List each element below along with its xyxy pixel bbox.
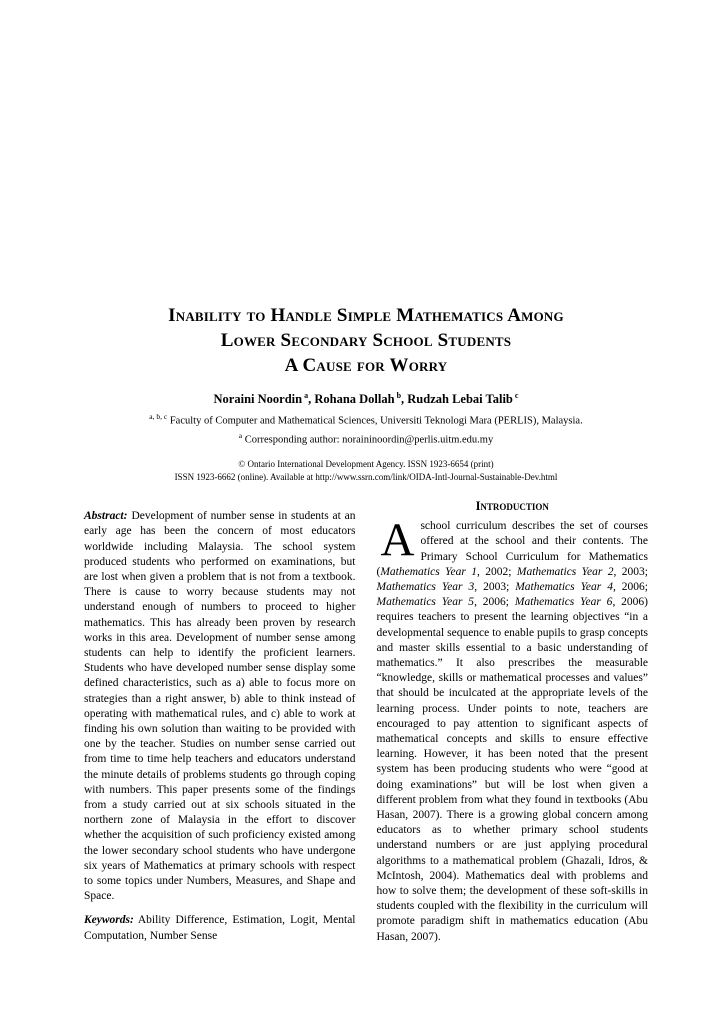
author-1-superscript: a bbox=[304, 391, 309, 400]
paper-title bbox=[84, 303, 648, 378]
introduction-paragraph bbox=[376, 514, 649, 945]
right-column bbox=[377, 499, 649, 945]
author-1: Noraini Noordin bbox=[213, 392, 303, 407]
keywords-paragraph bbox=[84, 913, 356, 943]
author-3: Rudzah Lebai Talib bbox=[407, 392, 513, 407]
corresponding-text: Corresponding author: noraininoordin@perlis.uitm.edu.my bbox=[242, 434, 494, 446]
imprint-line-1: © Ontario International Development Agency. ISSN 1923-6654 (print) bbox=[238, 459, 494, 470]
introduction-heading: Introduction bbox=[475, 499, 549, 514]
author-separator: , bbox=[308, 392, 315, 407]
author-separator: , bbox=[401, 392, 408, 407]
imprint-block bbox=[84, 458, 648, 483]
affiliation-superscript: a, b, c bbox=[149, 412, 168, 422]
corresponding-author-line bbox=[84, 429, 648, 448]
corresponding-superscript: a bbox=[238, 431, 243, 441]
authors-line bbox=[84, 388, 648, 407]
keywords-label: Keywords: bbox=[84, 914, 134, 927]
affiliation-text: Faculty of Computer and Mathematical Sciences, Universiti Teknologi Mara (PERLIS), Malaysia. bbox=[167, 415, 583, 427]
two-column-body bbox=[84, 499, 648, 945]
title-line-2: Lower Secondary School Students bbox=[220, 330, 512, 351]
abstract-text: Development of number sense in students at an early age has been the concern of most educators worldwide including Malaysia. The school system produced students who performed on examinations, but are lost when given a problem that is not from a textbook. There is cause to worry because students may not understand enough of numbers to proceed to higher mathematics. This has already been proven by research works in this area. Development of number sense among students can help to identify the proficient learners. Students who have developed number sense display some defined characteristics, such as a) able to focus more on strategies than a right answer, b) able to think instead of operating with mathematical rules, and c) able to work at finding his own solution than waiting to be provided with one by the teacher. Studies on number sense carried out from time to time help teachers and educators understand the minute details of problems students go through coping with numbers. This paper presents some of the findings from a study carried out at six schools situated in the northern zone of Malaysia in the effort to discover whether the acquisition of such proficiency existed among the lower secondary school students who have undergone six years of Mathematics at primary schools with respect to some topics under Numbers, Measures, and Shape and Space. bbox=[84, 510, 356, 903]
title-line-3: A Cause for Worry bbox=[284, 355, 448, 376]
title-line-1: Inability to Handle Simple Mathematics Among bbox=[168, 305, 564, 326]
affiliation-block bbox=[84, 410, 648, 448]
introduction-text: school curriculum describes the set of courses offered at the school and their contents. The Primary School Curriculum for Mathematics (Mathematics Year 1, 2002; Mathematics Year 2, 2003; Mathematics Year 3, 2003; Mathematics Year 4, 2006; Mathematics Year 5, 2006; Mathematics Year 6, 2006) requires teachers to present the learning objectives “in a developmental sequence to enable pupils to grasp concepts and master skills essential to a basic understanding of mathematics.” It also prescribes the measurable “knowledge, skills or mathematical processes and values” that should be inculcated at the appropriate levels of the learning process. Under points to note, teachers are encouraged to pay attention to significant aspects of mathematical concepts and skills to ensure effective learning. However, it has been noted that the present system has been producing students who were “good at doing examinations” but will be lost when given a different problem from what they found in textbooks (Abu Hasan, 2007). There is a growing global concern among educators as to whether primary school students understand numbers or are just applying procedural algorithms to a mathematical problem (Ghazali, Idros, & McIntosh, 2004). Mathematics deal with problems and how to solve them; the development of these soft-skills in students coupled with the flexibility in the curriculum will promote paradigm shift in mathematics education (Abu Hasan, 2007). bbox=[376, 520, 649, 943]
affiliation-line bbox=[84, 410, 648, 429]
abstract-label: Abstract: bbox=[84, 510, 128, 523]
drop-cap: A bbox=[380, 514, 415, 567]
author-2: Rohana Dollah bbox=[314, 392, 395, 407]
imprint-line-2: ISSN 1923-6662 (online). Available at http://www.ssrn.com/link/OIDA-Intl-Journal-Sustainable-Dev.html bbox=[174, 471, 558, 482]
author-2-superscript: b bbox=[396, 391, 402, 400]
left-column bbox=[84, 499, 356, 945]
author-3-superscript: c bbox=[514, 391, 519, 400]
abstract-paragraph bbox=[84, 509, 356, 904]
keywords-text: Ability Difference, Estimation, Logit, Mental Computation, Number Sense bbox=[84, 914, 356, 942]
